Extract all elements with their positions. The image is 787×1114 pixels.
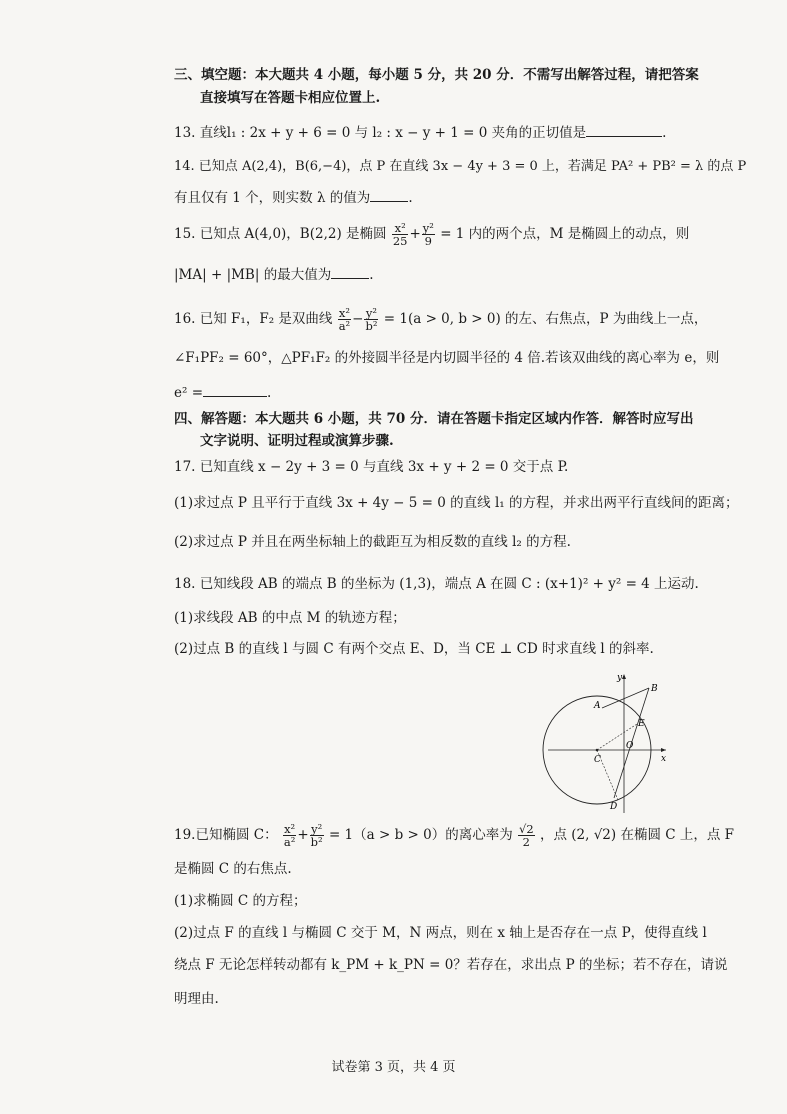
page-footer: 试卷第 3 页，共 4 页 <box>331 1060 456 1075</box>
q13-tail: . <box>662 125 667 141</box>
q19-fraction-y: $\frac{\text{y²}}{\text{b²}}$ <box>310 822 323 849</box>
q14-line2-pre: 有且仅有 1 个，则实数 λ 的值为 <box>174 190 371 206</box>
q15-fraction-x: $\frac{\text{x²}}{25}$ <box>392 221 408 248</box>
question-16-line3 <box>174 382 271 402</box>
q16-fraction-y: $\frac{\text{y²}}{\text{b²}}$ <box>365 306 378 333</box>
q16-fraction-x: $\frac{\text{x²}}{\text{a²}}$ <box>338 306 351 333</box>
label-x: x <box>661 754 667 764</box>
q15-line2-post: . <box>369 267 374 283</box>
question-19-part1: (1)求椭圆 C 的方程； <box>174 893 307 909</box>
q14-line2-post: . <box>408 190 413 206</box>
question-15-line2 <box>174 264 374 284</box>
label-b: B <box>651 684 658 694</box>
q19-fraction-eccentricity: $\frac{√2}{2}$ <box>519 822 534 849</box>
q19-line1-post: ，点 (2, √2) 在椭圆 C 上，点 F <box>539 827 735 843</box>
question-14-line2 <box>174 187 413 207</box>
question-18-part2: (2)过点 B 的直线 l 与圆 C 有两个交点 E、D，当 CE ⊥ CD 时求直线 l 的斜率. <box>174 641 654 657</box>
question-19-part2-line2: 绕点 F 无论怎样转动都有 k_PM + k_PN = 0？若存在，求出点 P 的坐标；若不存在，请说 <box>174 957 728 973</box>
section4-header-line2: 文字说明、证明过程或演算步骤. <box>200 433 394 449</box>
question-16-line1: 16. 已知 F₁，F₂ 是双曲线 $\frac{\text{x²}}{\text{a²}}$ − $\frac{\text{y²}}{\text{b²}}$ = 1(a > 0, b > 0) 的左、右焦点，P 为曲线上一点， <box>174 306 708 333</box>
q16-line3-post: . <box>267 385 272 401</box>
q16-line1-pre: 16. 已知 F₁，F₂ 是双曲线 <box>174 311 333 327</box>
section3-header-line1: 三、填空题：本大题共 4 小题，每小题 5 分，共 20 分．不需写出解答过程，请把答案 <box>174 67 699 83</box>
question-17-part1: (1)求过点 P 且平行于直线 3x + 4y − 5 = 0 的直线 l₁ 的方程，并求出两平行直线间的距离； <box>174 495 739 511</box>
q15-line2-pre: |MA| + |MB| 的最大值为 <box>174 267 332 283</box>
label-a: A <box>594 701 601 711</box>
q15-answer-blank[interactable] <box>331 264 369 279</box>
question-18-part1: (1)求线段 AB 的中点 M 的轨迹方程； <box>174 610 406 626</box>
q15-fraction-y: $\frac{\text{y²}}{9}$ <box>422 221 434 248</box>
y-axis-arrow <box>622 674 626 679</box>
label-o: O <box>626 741 634 751</box>
q16-line1-post: = 1(a > 0, b > 0) 的左、右焦点，P 为曲线上一点， <box>383 311 708 327</box>
question-13 <box>174 122 666 142</box>
section4-header-line1: 四、解答题：本大题共 6 小题，共 70 分．请在答题卡指定区域内作答．解答时应写出 <box>174 411 694 427</box>
q13-text: 13. 直线l₁ : 2x + y + 6 = 0 与 l₂ : x − y + 1 = 0 夹角的正切值是 <box>174 125 587 141</box>
point-c <box>596 749 599 752</box>
question-19-part2-line1: (2)过点 F 的直线 l 与椭圆 C 交于 M，N 两点，则在 x 轴上是否存在一点 P，使得直线 l <box>174 925 707 941</box>
x-axis-arrow <box>661 748 666 752</box>
question-17-stem: 17. 已知直线 x − 2y + 3 = 0 与直线 3x + y + 2 = 0 交于点 P. <box>174 459 569 475</box>
section3-header-line2: 直接填写在答题卡相应位置上. <box>200 90 381 106</box>
question-19-line2: 是椭圆 C 的右焦点. <box>174 861 292 877</box>
q19-line1-mid: = 1（a > b > 0）的离心率为 <box>328 827 513 843</box>
question-17-part2: (2)求过点 P 并且在两坐标轴上的截距互为相反数的直线 l₂ 的方程. <box>174 534 571 550</box>
q15-line1-pre: 15. 已知点 A(4,0)，B(2,2) 是椭圆 <box>174 226 387 242</box>
label-e: E <box>638 719 645 729</box>
question-19-part2-line3: 明理由. <box>174 991 219 1007</box>
question-15-line1: 15. 已知点 A(4,0)，B(2,2) 是椭圆 $\frac{\text{x²}}{25}$ + $\frac{\text{y²}}{9}$ = 1 内的两个点，M 是椭圆上的动点，则 <box>174 221 690 248</box>
label-y: y <box>617 673 623 683</box>
question-14-line1: 14. 已知点 A(2,4)，B(6,−4)，点 P 在直线 3x − 4y + 3 = 0 上，若满足 PA² + PB² = λ 的点 P <box>174 159 747 174</box>
segment-ab <box>602 688 649 708</box>
question-19-line1: 19.已知椭圆 C： $\frac{\text{x²}}{\text{a²}}$ + $\frac{\text{y²}}{\text{b²}}$ = 1（a > b > 0）的离心率为 $\frac{√2}{2}$ ，点 (2, √2) 在椭圆 C 上，点 F <box>174 822 735 849</box>
label-d: D <box>610 802 618 812</box>
q16-answer-blank[interactable] <box>203 382 267 397</box>
question-16-line2: ∠F₁PF₂ = 60°，△PF₁F₂ 的外接圆半径是内切圆半径的 4 倍.若该双曲线的离心率为 e，则 <box>174 350 720 366</box>
question-18-stem: 18. 已知线段 AB 的端点 B 的坐标为 (1,3)，端点 A 在圆 C : (x+1)² + y² = 4 上运动. <box>174 576 699 592</box>
q14-answer-blank[interactable] <box>370 187 408 202</box>
label-c: C <box>594 755 601 765</box>
q13-answer-blank[interactable] <box>586 122 662 137</box>
q15-line1-post: = 1 内的两个点，M 是椭圆上的动点，则 <box>440 226 690 242</box>
q16-line3-pre: e² = <box>174 385 204 401</box>
q19-fraction-x: $\frac{\text{x²}}{\text{a²}}$ <box>283 822 296 849</box>
q19-line1-pre: 19.已知椭圆 C： <box>174 827 278 843</box>
q18-circle-figure <box>540 668 670 818</box>
